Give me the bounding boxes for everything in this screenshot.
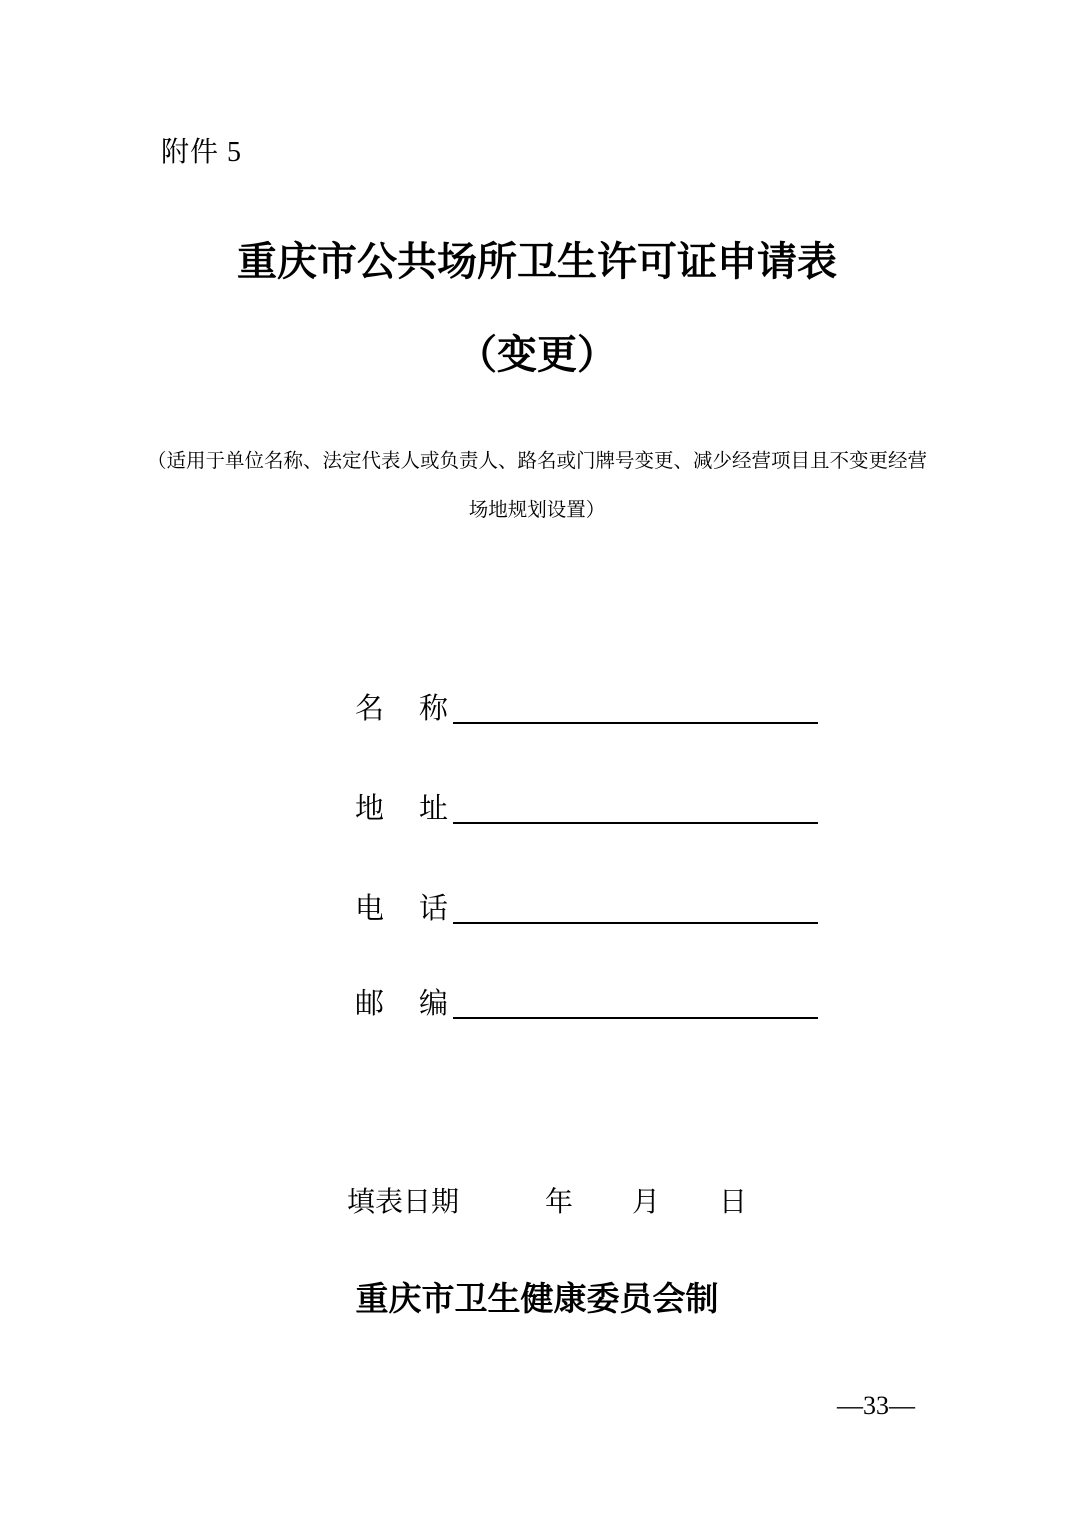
page-number: —33— (837, 1391, 915, 1420)
phone-field-blank-line (453, 893, 818, 924)
address-field-blank-line (453, 793, 818, 824)
postcode-field-blank-line (453, 988, 818, 1019)
name-field-row (355, 693, 818, 724)
address-field-row (355, 793, 818, 824)
fill-date-row (347, 1188, 747, 1219)
name-field-blank-line (453, 693, 818, 724)
phone-field-label: 电 话 (355, 892, 452, 925)
date-year-label: 年 (545, 1187, 574, 1218)
phone-field-row (355, 893, 818, 924)
document-title: 重庆市公共场所卫生许可证申请表 (237, 239, 837, 284)
date-day-label: 日 (719, 1187, 748, 1218)
address-field-label: 地 址 (355, 792, 452, 825)
date-month-label: 月 (632, 1187, 661, 1218)
issuing-authority: 重庆市卫生健康委员会制 (355, 1282, 719, 1318)
fill-date-label: 填表日期 (347, 1187, 460, 1218)
document-subtitle: （变更） (457, 332, 617, 377)
applicability-note-line1: （适用于单位名称、法定代表人或负责人、路名或门牌号变更、减少经营项目且不变更经营 (146, 450, 927, 472)
postcode-field-label: 邮 编 (355, 987, 452, 1020)
attachment-label: 附件 5 (161, 137, 243, 168)
postcode-field-row (355, 988, 818, 1019)
applicability-note-line2: 场地规划设置） (468, 499, 606, 521)
name-field-label: 名 称 (355, 692, 452, 725)
